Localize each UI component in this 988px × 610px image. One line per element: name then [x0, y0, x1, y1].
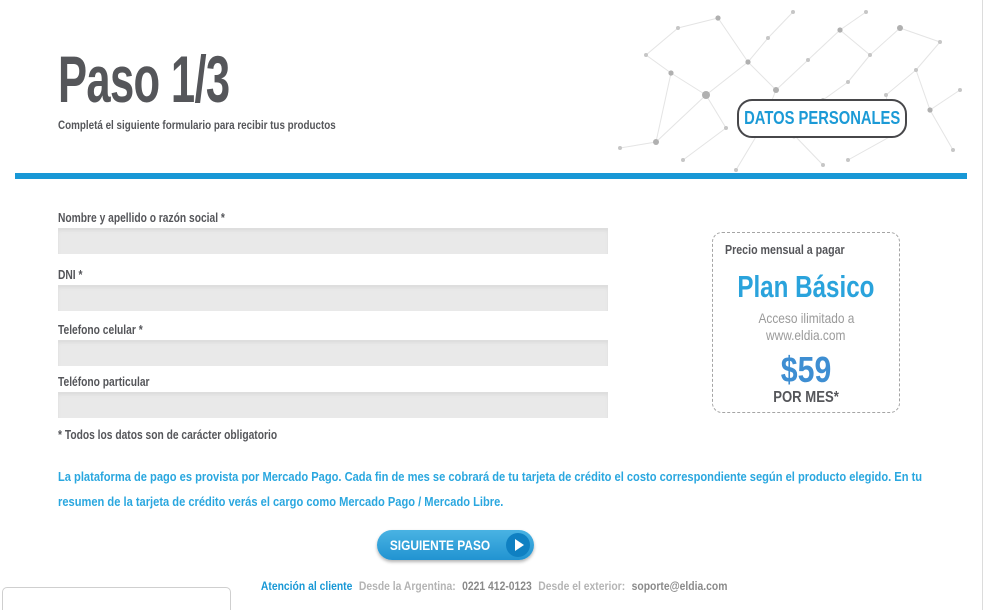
required-fields-note: * Todos los datos son de carácter obligatorio [58, 428, 278, 442]
plan-description-line2: www.eldia.com [766, 327, 846, 343]
name-field-label: Nombre y apellido o razón social * [58, 211, 225, 225]
plan-name: Plan Básico [737, 269, 875, 304]
footer-argentina-label: Desde la Argentina: [358, 581, 456, 593]
plan-price-period: POR MES* [773, 389, 839, 406]
footer-abroad-label: Desde el exterior: [538, 581, 625, 593]
next-step-button[interactable] [377, 530, 534, 560]
dni-input[interactable] [58, 285, 608, 311]
payment-platform-note: La plataforma de pago es provista por Mercado Pago. Cada fin de mes se cobrará de tu tarjeta de crédito el costo correspondiente según el producto elegido. En tu resumen de la tarjeta de crédito verás el cargo como Mercado Pago / Mercado Libre. [58, 469, 923, 509]
next-step-button-label: SIGUIENTE PASO [389, 537, 491, 553]
plan-price: $59 [780, 349, 832, 390]
name-input[interactable] [58, 228, 608, 254]
page-subtitle: Completá el siguiente formulario para recibir tus productos [58, 118, 336, 132]
home-phone-input[interactable] [58, 392, 608, 418]
section-badge-datos-personales [737, 99, 907, 138]
footer-phone: 0221 412-0123 [461, 581, 532, 593]
plan-card-header: Precio mensual a pagar [725, 242, 845, 257]
footer-email: soporte@eldia.com [631, 581, 728, 593]
home-phone-field-label: Teléfono particular [58, 375, 150, 389]
cell-phone-field-label: Telefono celular * [58, 323, 143, 337]
network-decoration-graphic [608, 0, 984, 172]
footer-support-label: Atención al cliente [260, 581, 353, 593]
play-icon [506, 533, 530, 557]
page-title: Paso 1/3 [58, 42, 230, 116]
cell-phone-input[interactable] [58, 340, 608, 366]
section-badge-label: DATOS PERSONALES [743, 108, 901, 128]
bottom-left-banner [2, 587, 231, 610]
header-divider [15, 173, 967, 179]
plan-price-card [712, 232, 900, 413]
dni-field-label: DNI * [58, 268, 83, 282]
page-right-border [982, 0, 983, 610]
plan-description-line1: Acceso ilimitado a [758, 310, 854, 326]
